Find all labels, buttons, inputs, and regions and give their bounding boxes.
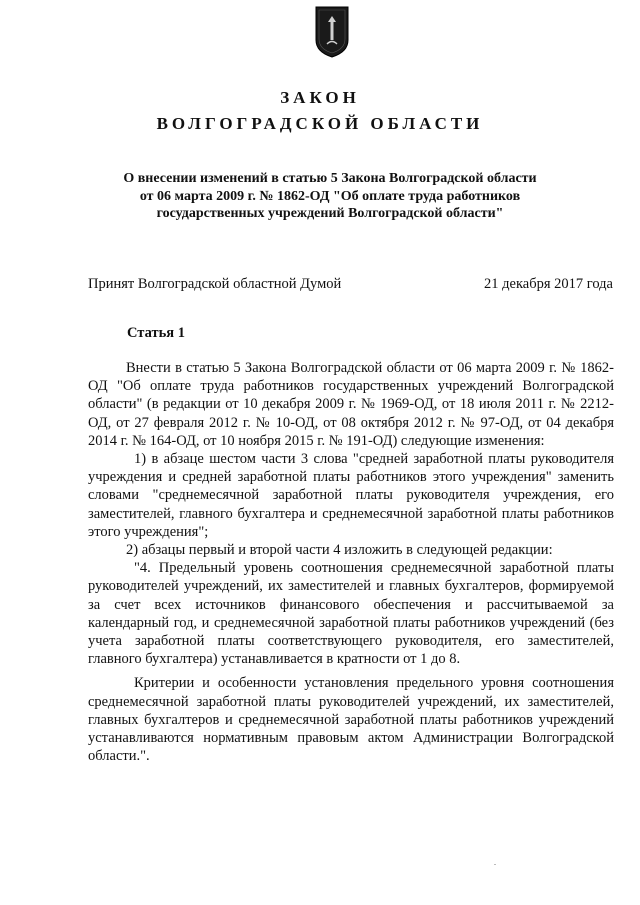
- subtitle-line: О внесении изменений в статью 5 Закона Волгоградской области: [123, 171, 537, 186]
- subtitle-line: от 06 марта 2009 г. № 1862-ОД "Об оплате труда работников: [139, 188, 521, 204]
- law-subject-title: [60, 170, 600, 223]
- adoption-date: 21 декабря 2017 года: [484, 276, 613, 292]
- region-title: ВОЛГОГРАДСКОЙ ОБЛАСТИ: [156, 114, 484, 133]
- article-paragraph: 1) в абзаце шестом части 3 слова "средней заработной платы руководителя учреждения и средней заработной платы работников этого учреждения" заменить словами "среднемесячной заработной платы руководителя учреждения, его заместителей, главного бухгалтера и среднемесячной заработной платы работников этого учреждения";: [88, 451, 614, 540]
- document-type-title: ЗАКОН: [280, 88, 360, 107]
- article-paragraph: 2) абзацы первый и второй части 4 изложить в следующей редакции:: [126, 542, 553, 559]
- article-body: [88, 359, 614, 765]
- article-paragraph: Критерии и особенности установления предельного уровня соотношения среднемесячной заработной платы руководителей учреждений, их заместителей, главных бухгалтеров и среднемесячной заработной платы работников учреждений устанавливаются нормативным правовым актом Администрации Волгоградской области.".: [88, 675, 614, 765]
- article-paragraph: Внести в статью 5 Закона Волгоградской области от 06 марта 2009 г. № 1862-ОД "Об оплате труда работников государственных учреждений Волгоградской области" (в редакции от 10 декабря 2009 г. № 1969-ОД, от 18 июля 2011 г. № 2212-ОД, от 27 февраля 2012 г. № 10-ОД, от 08 октября 2012 г. № 97-ОД, от 04 декабря 2014 г. № 164-ОД, от 10 ноября 2015 г. № 191-ОД) следующие изменения:: [88, 360, 614, 449]
- subtitle-line: государственных учреждений Волгоградской области": [156, 206, 504, 221]
- article-heading: Статья 1: [127, 325, 185, 341]
- volgograd-coat-of-arms-icon: [315, 6, 349, 58]
- adopted-by-text: Принят Волгоградской областной Думой: [88, 276, 342, 292]
- article-paragraph: "4. Предельный уровень соотношения среднемесячной заработной платы руководителей учреждений, их заместителей и главных бухгалтеров, формируемой за счет всех источников финансового обеспечения и рассчитываемой за календарный год, и среднемесячной заработной платы работников учреждений (без учета заработной платы соответствующего руководителя, его заместителей, главного бухгалтера) устанавливается в кратности от 1 до 8.: [88, 560, 614, 668]
- scan-speck: [494, 864, 496, 865]
